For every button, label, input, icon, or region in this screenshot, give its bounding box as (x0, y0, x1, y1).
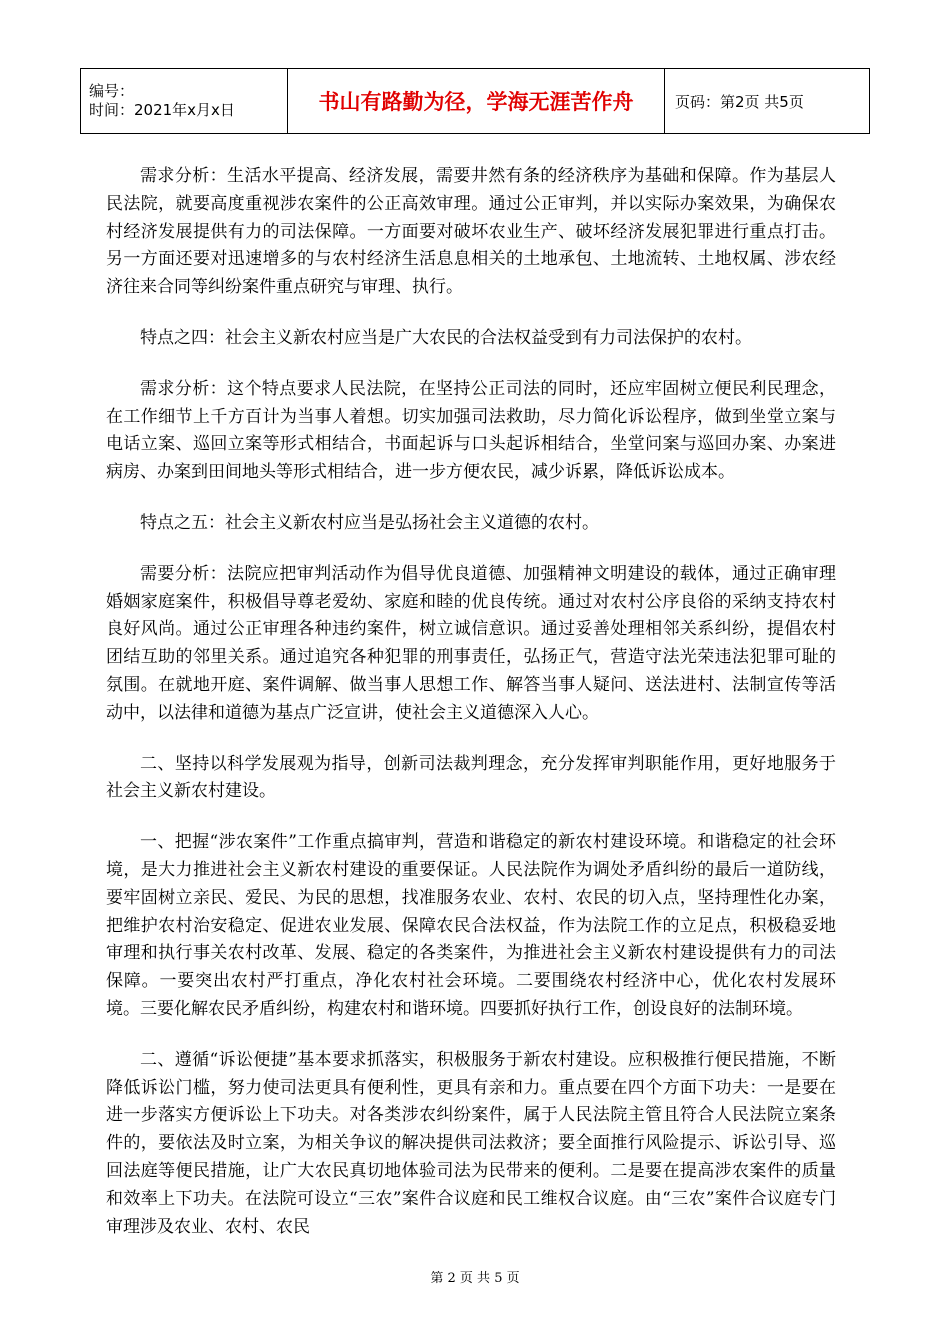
paragraph: 特点之五：社会主义新农村应当是弘扬社会主义道德的农村。 (140, 512, 599, 533)
document-number-label: 编号： (89, 82, 135, 100)
page-footer: 第 2 页 共 5 页 (430, 1271, 520, 1286)
header-meta (81, 69, 288, 134)
paragraph: 需求分析：生活水平提高、经济发展，需要井然有条的经济秩序为基础和保障。作为基层人民法院，就要高度重视涉农案件的公正高效审理。通过公正审判，并以实际办案效果，为确保农村经济发展提供有力的司法保障。一方面要对破坏农业生产、破坏经济发展犯罪进行重点打击。另一方面还要对迅速增多的与农村经济生活息息相关的土地承包、土地流转、土地权属、涉农经济往来合同等纠纷案件重点研究与审理、执行。 (106, 166, 836, 298)
paragraph: 需要分析：法院应把审判活动作为倡导优良道德、加强精神文明建设的载体，通过正确审理婚姻家庭案件，积极倡导尊老爱幼、家庭和睦的优良传统。通过对农村公序良俗的采纳支持农村良好风尚。通过公正审理各种违约案件，树立诚信意识。通过妥善处理相邻关系纠纷，提倡农村团结互助的邻里关系。通过追究各种犯罪的刑事责任，弘扬正气，营造守法光荣违法犯罪可耻的氛围。在就地开庭、案件调解、做当事人思想工作、解答当事人疑问、送法进村、法制宣传等活动中，以法律和道德为基点广泛宣讲，使社会主义道德深入人心。 (106, 563, 836, 723)
page-header (80, 68, 870, 134)
paragraph: 二、坚持以科学发展观为指导，创新司法裁判理念，充分发挥审判职能作用，更好地服务于社会主义新农村建设。 (106, 753, 836, 802)
header-motto: 书山有路勤为径，学海无涯苦作舟 (288, 69, 665, 134)
paragraph: 二、遵循“诉讼便捷”基本要求抓落实，积极服务于新农村建设。应积极推行便民措施，不断降低诉讼门槛，努力使司法更具有便利性，更具有亲和力。重点要在四个方面下功夫：一是要在进一步落实方便诉讼上下功夫。对各类涉农纠纷案件，属于人民法院主管且符合人民法院立案条件的，要依法及时立案，为相关争议的解决提供司法救济；要全面推行风险提示、诉讼引导、巡回法庭等便民措施，让广大农民真切地体验司法为民带来的便利。二是要在提高涉农案件的质量和效率上下功夫。在法院可设立“三农”案件合议庭和民工维权合议庭。由“三农”案件合议庭专门审理涉及农业、农村、农民 (106, 1049, 836, 1237)
paragraph: 特点之四：社会主义新农村应当是广大农民的合法权益受到有力司法保护的农村。 (140, 327, 752, 348)
paragraph: 需求分析：这个特点要求人民法院，在坚持公正司法的同时，还应牢固树立便民利民理念，在工作细节上千方百计为当事人着想。切实加强司法救助，尽力简化诉讼程序，做到坐堂立案与电话立案、巡回立案等形式相结合，书面起诉与口头起诉相结合，坐堂问案与巡回办案、办案进病房、办案到田间地头等形式相结合，进一步方便农民，减少诉累，降低诉讼成本。 (106, 378, 836, 483)
document-body (106, 163, 836, 1264)
header-page-info: 页码：第2页 共5页 (665, 69, 870, 134)
paragraph: 一、把握“涉农案件”工作重点搞审判，营造和谐稳定的新农村建设环境。和谐稳定的社会环境，是大力推进社会主义新农村建设的重要保证。人民法院作为调处矛盾纠纷的最后一道防线，要牢固树立亲民、爱民、为民的思想，找准服务农业、农村、农民的切入点，坚持理性化办案，把维护农村治安稳定、促进农业发展、保障农民合法权益，作为法院工作的立足点，积极稳妥地审理和执行事关农村改革、发展、稳定的各类案件，为推进社会主义新农村建设提供有力的司法保障。一要突出农村严打重点，净化农村社会环境。二要围绕农村经济中心，优化农村发展环境。三要化解农民矛盾纠纷，构建农村和谐环境。四要抓好执行工作，创设良好的法制环境。 (106, 832, 836, 1019)
document-date: 时间：2021年x月x日 (89, 101, 235, 119)
